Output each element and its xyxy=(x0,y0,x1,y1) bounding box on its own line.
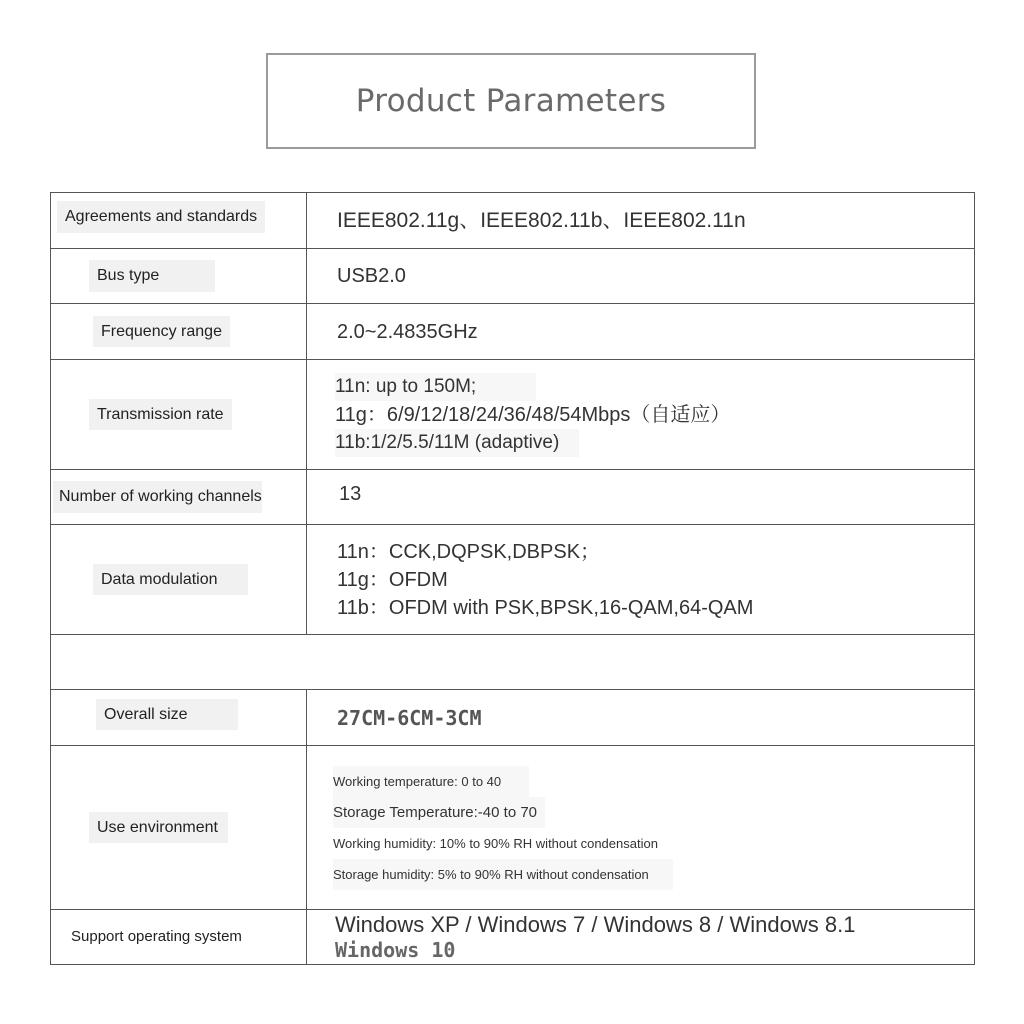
row-value-line xyxy=(333,797,974,828)
page-title: Product Parameters xyxy=(355,83,667,119)
row-label-cell xyxy=(51,525,307,635)
table-row xyxy=(51,690,975,746)
row-value-line xyxy=(335,429,974,457)
row-value: Storage humidity: 5% to 90% RH without condensation xyxy=(333,859,673,890)
row-label: Frequency range xyxy=(93,316,230,347)
table-row-empty xyxy=(51,635,975,690)
row-label-cell xyxy=(51,304,307,360)
table-row xyxy=(51,249,975,304)
table-row xyxy=(51,746,975,910)
table-row xyxy=(51,910,975,965)
parameters-table xyxy=(50,192,975,965)
row-value-cell xyxy=(307,304,975,360)
row-label-cell xyxy=(51,193,307,249)
row-label: Bus type xyxy=(89,260,215,291)
row-value: 11g：OFDM xyxy=(337,568,448,591)
table-row xyxy=(51,470,975,525)
row-label-cell xyxy=(51,470,307,525)
row-label: Number of working channels xyxy=(53,481,262,512)
row-value-cell xyxy=(307,360,975,470)
row-value: 11n: up to 150M; xyxy=(335,373,536,401)
table-row xyxy=(51,360,975,470)
row-value: 27CM-6CM-3CM xyxy=(337,705,482,730)
row-label: Use environment xyxy=(89,812,228,843)
row-value-cell xyxy=(307,249,975,304)
empty-cell xyxy=(51,635,975,690)
row-value: Storage Temperature:-40 to 70 xyxy=(333,797,545,828)
table-row xyxy=(51,525,975,635)
row-value: Working temperature: 0 to 40 xyxy=(333,766,529,797)
row-label-cell xyxy=(51,360,307,470)
row-value: 2.0~2.4835GHz xyxy=(337,320,478,343)
row-value: 11n：CCK,DQPSK,DBPSK； xyxy=(337,540,601,563)
row-label: Data modulation xyxy=(93,564,248,595)
row-value: IEEE802.11g、IEEE802.11b、IEEE802.11n xyxy=(337,208,746,232)
row-value-cell xyxy=(307,690,975,746)
row-value: Windows 10 xyxy=(335,938,456,962)
row-label: Overall size xyxy=(96,699,238,730)
row-value: 13 xyxy=(339,483,362,505)
row-value-cell xyxy=(307,910,975,965)
row-label: Agreements and standards xyxy=(57,201,265,232)
title-box xyxy=(266,53,756,149)
row-value-cell xyxy=(307,193,975,249)
row-label-cell xyxy=(51,910,307,965)
row-value-cell xyxy=(307,525,975,635)
row-label-cell xyxy=(51,690,307,746)
row-value: USB2.0 xyxy=(337,265,406,287)
row-value: 11b:1/2/5.5/11M (adaptive) xyxy=(335,429,579,457)
row-value: Working humidity: 10% to 90% RH without condensation xyxy=(333,835,658,851)
table-row xyxy=(51,193,975,249)
row-value: Windows XP / Windows 7 / Windows 8 / Windows 8.1 xyxy=(335,912,856,937)
row-value: 11b：OFDM with PSK,BPSK,16-QAM,64-QAM xyxy=(337,596,754,619)
row-value-line xyxy=(335,373,974,401)
table-row xyxy=(51,304,975,360)
row-value: 11g：6/9/12/18/24/36/48/54Mbps（自适应） xyxy=(335,403,731,426)
row-label-cell xyxy=(51,746,307,910)
row-value-cell xyxy=(307,746,975,910)
row-value-line xyxy=(333,859,974,890)
row-value-line xyxy=(333,766,974,797)
row-label: Support operating system xyxy=(71,928,242,945)
row-label-cell xyxy=(51,249,307,304)
row-value-cell xyxy=(307,470,975,525)
row-label: Transmission rate xyxy=(89,399,232,430)
